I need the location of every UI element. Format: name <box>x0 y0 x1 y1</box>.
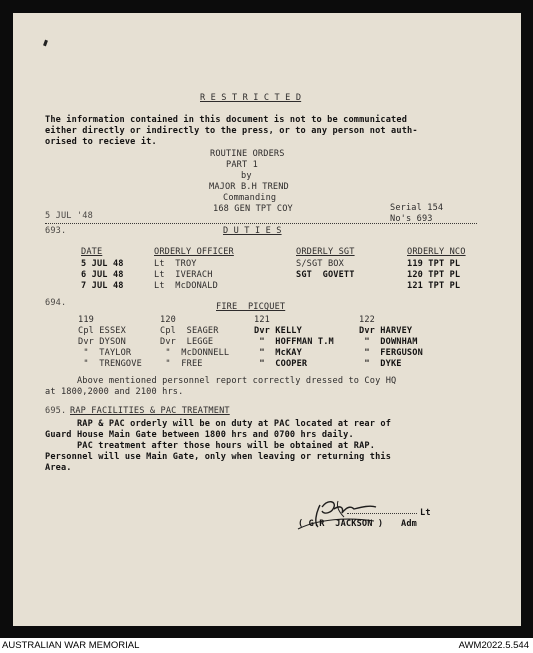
duty-date: 6 JUL 48 <box>81 270 124 280</box>
document-page <box>13 13 521 626</box>
signature-dotted-line <box>347 513 417 514</box>
picquet-name: Dvr KELLY <box>254 326 302 336</box>
punch-mark <box>43 40 48 47</box>
rap-number: 695. <box>45 406 67 416</box>
picquet-column-heading: 120 <box>160 315 176 325</box>
picquet-name: " McKAY <box>254 348 302 358</box>
footer-accession-number: AWM2022.5.544 <box>458 640 529 651</box>
duties-number: 693. <box>45 226 67 236</box>
signatory-rank: Lt <box>420 508 431 518</box>
picquet-column-heading: 119 <box>78 315 94 325</box>
heading-line-3: by <box>241 171 252 181</box>
picquet-column-heading: 122 <box>359 315 375 325</box>
footer-institution: AUSTRALIAN WAR MEMORIAL <box>2 640 140 651</box>
heading-line-5: Commanding <box>223 193 277 203</box>
handwritten-signature <box>278 477 428 547</box>
order-date: 5 JUL '48 <box>45 211 93 221</box>
duties-title: D U T I E S <box>223 226 282 236</box>
duty-officer: Lt McDONALD <box>154 281 218 291</box>
notice-line-1: The information contained in this document is not to be communicated <box>45 115 408 125</box>
picquet-name: " McDONNELL <box>160 348 230 358</box>
picquet-note-line-2: at 1800,2000 and 2100 hrs. <box>45 387 184 397</box>
picquet-name: Cpl ESSEX <box>78 326 126 336</box>
duty-date: 5 JUL 48 <box>81 259 124 269</box>
picquet-name: Dvr HARVEY <box>359 326 413 336</box>
dotted-rule <box>45 223 477 224</box>
picquet-note-line-1: Above mentioned personnel report correctly dressed to Coy HQ <box>45 376 397 386</box>
heading-line-1: ROUTINE ORDERS <box>210 149 285 159</box>
picquet-name: " COOPER <box>254 359 308 369</box>
duty-sgt: SGT GOVETT <box>296 270 355 280</box>
signatory-role: Adm <box>401 519 417 529</box>
picquet-number: 694. <box>45 298 67 308</box>
duty-officer: Lt IVERACH <box>154 270 213 280</box>
duties-header-sgt: ORDERLY SGT <box>296 247 355 257</box>
duty-officer: Lt TROY <box>154 259 197 269</box>
rap-line-1: RAP & PAC orderly will be on duty at PAC located at rear of <box>45 419 392 429</box>
duties-header-date: DATE <box>81 247 103 257</box>
signatory-name: ( G.R JACKSON ) <box>298 519 384 529</box>
rap-line-4: Personnel will use Main Gate, only when leaving or returning this <box>45 452 392 462</box>
serial-number: Serial 154 <box>390 203 444 213</box>
picquet-name: " DOWNHAM <box>359 337 418 347</box>
notice-line-3: orised to recieve it. <box>45 137 157 147</box>
picquet-name: Cpl SEAGER <box>160 326 219 336</box>
duties-header-officer: ORDERLY OFFICER <box>154 247 234 257</box>
picquet-name: Dvr DYSON <box>78 337 126 347</box>
duty-nco: 119 TPT PL <box>407 259 461 269</box>
picquet-name: Dvr LEGGE <box>160 337 214 347</box>
picquet-name: " TAYLOR <box>78 348 132 358</box>
picquet-name: " FREE <box>160 359 203 369</box>
picquet-name: " HOFFMAN T.M <box>254 337 334 347</box>
heading-line-4: MAJOR B.H TREND <box>209 182 289 192</box>
rap-line-3: PAC treatment after those hours will be obtained at RAP. <box>45 441 376 451</box>
picquet-name: " TRENGOVE <box>78 359 142 369</box>
heading-line-2: PART 1 <box>226 160 258 170</box>
rap-line-2: Guard House Main Gate between 1800 hrs and 0700 hrs daily. <box>45 430 354 440</box>
heading-line-6: 168 GEN TPT COY <box>213 204 293 214</box>
duty-nco: 121 TPT PL <box>407 281 461 291</box>
picquet-name: " FERGUSON <box>359 348 423 358</box>
picquet-name: " DYKE <box>359 359 402 369</box>
picquet-column-heading: 121 <box>254 315 270 325</box>
duties-header-nco: ORDERLY NCO <box>407 247 466 257</box>
notice-line-2: either directly or indirectly to the press, or to any person not auth- <box>45 126 418 136</box>
duty-sgt: S/SGT BOX <box>296 259 344 269</box>
picquet-title: FIRE PICQUET <box>216 302 286 312</box>
rap-line-5: Area. <box>45 463 72 473</box>
classification-heading: R E S T R I C T E D <box>200 93 302 103</box>
rap-title: RAP FACILITIES & PAC TREATMENT <box>70 406 230 416</box>
nos-number: No's 693 <box>390 214 433 224</box>
duty-nco: 120 TPT PL <box>407 270 461 280</box>
duty-date: 7 JUL 48 <box>81 281 124 291</box>
